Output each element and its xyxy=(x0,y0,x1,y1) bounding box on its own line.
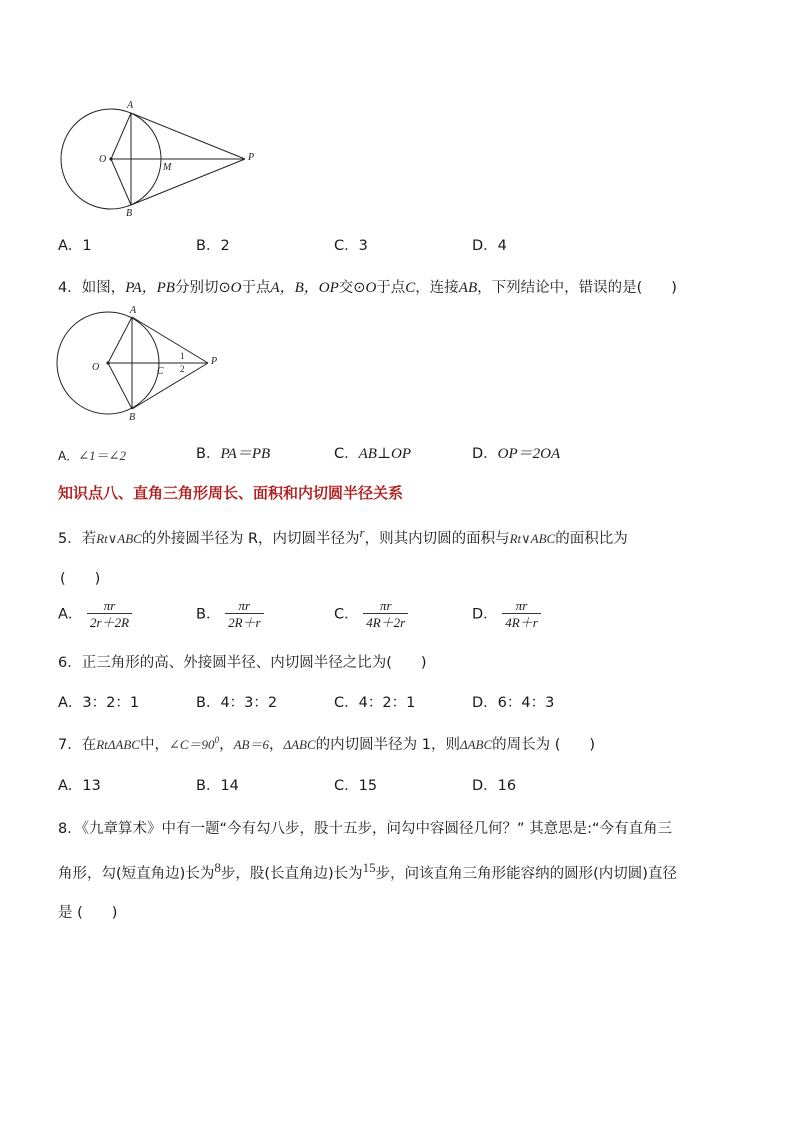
q5-stem xyxy=(58,525,628,548)
fig1-label-a: A xyxy=(127,100,134,111)
q4-text-7: ，下列结论中，错误的是( ) xyxy=(477,280,677,296)
section-title: 知识点八、直角三角形周长、面积和内切圆半径关系 xyxy=(58,484,404,502)
q5-option-b-numerator: πr xyxy=(238,598,251,613)
q8-line-2-part-a: 角形，勾(短直角边)长为 xyxy=(58,865,215,882)
q5-option-b[interactable] xyxy=(196,598,264,631)
q4-ab: AB xyxy=(458,280,478,296)
fig2-label-a: A xyxy=(130,305,137,316)
fig1-line-oa xyxy=(111,113,131,159)
q4-option-c-label: C． xyxy=(334,446,359,462)
fig2-line-oa xyxy=(108,317,132,363)
q8-value-15: 15 xyxy=(362,860,376,875)
fig1-line-ob xyxy=(111,159,131,205)
q4-option-b-expr: PA＝PB xyxy=(220,446,271,462)
q3-option-a[interactable]: A．1 xyxy=(58,238,92,254)
q3-option-b[interactable]: B．2 xyxy=(196,238,230,254)
q5-text-3: 的面积比为 xyxy=(555,530,628,547)
q5-text-1: 的外接圆半径为 R，内切圆半径为 xyxy=(141,530,360,547)
q8-line-1: 8．《九章算术》中有一题“今有勾八步，股十五步，问勾中容圆径几何？” 其意思是:“今有直角三 xyxy=(58,821,673,837)
q5-option-c-label: C． xyxy=(334,606,359,623)
fig2-label-p: P xyxy=(211,356,218,367)
q5-text-2: ，则其内切圆的面积与 xyxy=(364,530,510,547)
q8-line-3: 是 ( ) xyxy=(58,905,118,921)
q6-option-c[interactable]: C．4：2：1 xyxy=(334,695,416,711)
q5-option-c-numerator: πr xyxy=(379,598,392,613)
fig1-label-b: B xyxy=(126,208,133,219)
q5-option-c-fraction xyxy=(363,598,408,631)
q5-rt-abc-1: Rt∨ABC xyxy=(96,530,142,546)
q4-o-1: O xyxy=(230,280,242,296)
q5-option-a-denominator: 2r＋2R xyxy=(87,613,132,631)
q4-option-d[interactable] xyxy=(472,442,560,463)
q5-option-d-fraction xyxy=(502,598,541,631)
q4-option-a[interactable] xyxy=(58,445,126,464)
q6-option-b[interactable]: B．4：3：2 xyxy=(196,695,278,711)
q4-op: OP xyxy=(318,280,339,296)
q7-ab: AB＝6 xyxy=(233,737,269,752)
q3-option-c[interactable]: C．3 xyxy=(334,238,368,254)
q4-stem xyxy=(58,276,677,297)
q4-option-c[interactable] xyxy=(334,442,411,463)
q8-line-2-part-b: 步，股(长直角边)长为 xyxy=(220,865,363,882)
q6-stem: 6．正三角形的高、外接圆半径、内切圆半径之比为( ) xyxy=(58,655,427,671)
fig2-angle-label-1: 1 xyxy=(180,351,185,361)
q4-text-3: 于点 xyxy=(241,280,271,296)
q7-text-5: 的周长为 ( ) xyxy=(492,737,596,753)
q8-line-2 xyxy=(58,860,677,883)
q5-option-c[interactable] xyxy=(334,598,408,631)
fig2-line-ob xyxy=(108,363,132,409)
fig2-point-o xyxy=(106,361,109,364)
q5-option-d-numerator: πr xyxy=(515,598,528,613)
q4-pa-pb: PA，PB xyxy=(125,280,175,296)
q5-option-d[interactable] xyxy=(472,598,541,631)
q6-option-a[interactable]: A．3：2：1 xyxy=(58,695,140,711)
q5-rt-abc-2: Rt∨ABC xyxy=(509,530,556,546)
q5-option-d-denominator: 4R＋r xyxy=(502,613,541,631)
q5-r: r xyxy=(359,525,365,540)
q7-number: 7．在 xyxy=(58,737,97,753)
fig1-point-o xyxy=(109,157,112,160)
q8-value-8: 8 xyxy=(214,860,221,875)
q4-option-d-label: D． xyxy=(472,446,498,462)
fig2-label-c: C xyxy=(157,366,164,377)
q4-text-1: 如图， xyxy=(81,280,126,296)
q7-text-2: ， xyxy=(219,737,234,753)
q4-option-a-label: A． xyxy=(58,449,79,463)
fig2-label-o: O xyxy=(92,362,100,373)
fig1-label-m: M xyxy=(163,162,172,173)
q3-option-d[interactable]: D．4 xyxy=(472,238,507,254)
q7-option-b[interactable]: B．14 xyxy=(196,778,239,794)
q5-paren: ( ) xyxy=(60,571,101,587)
q4-text-6: ，连接 xyxy=(415,280,459,296)
q5-option-a-numerator: πr xyxy=(103,598,116,613)
q5-option-a-fraction xyxy=(87,598,132,631)
q4-option-c-expr: AB⊥OP xyxy=(358,446,412,462)
fig2-label-b: B xyxy=(129,412,136,423)
q7-rt-abc: RtΔABC xyxy=(96,737,140,752)
q5-option-d-label: D． xyxy=(472,606,498,623)
q7-text-4: 的内切圆半径为 1，则 xyxy=(315,737,460,753)
fig2-angle-label-2: 2 xyxy=(180,364,185,374)
q7-degree: 0 xyxy=(214,735,220,746)
q5-option-b-fraction xyxy=(225,598,264,631)
q6-option-d[interactable]: D．6：4：3 xyxy=(472,695,555,711)
q7-option-c[interactable]: C．15 xyxy=(334,778,378,794)
q7-option-a[interactable]: A．13 xyxy=(58,778,101,794)
fig1-line-ap xyxy=(131,113,245,159)
figure-circle-tangents-1 xyxy=(55,98,265,220)
q8-line-2-part-c: 步，问该直角三角形能容纳的圆形(内切圆)直径 xyxy=(375,865,677,882)
q4-o-2: O xyxy=(365,280,377,296)
q7-text-3: ， xyxy=(268,737,284,753)
q7-text-1: 中， xyxy=(139,737,169,753)
fig1-line-bp xyxy=(131,159,245,205)
q5-option-b-denominator: 2R＋r xyxy=(225,613,264,631)
q4-text-5: 于点 xyxy=(376,280,406,296)
q4-text-4: 交⊙ xyxy=(338,280,366,296)
q7-triangle-1: ΔABC xyxy=(283,737,316,752)
q7-triangle-2: ΔABC xyxy=(459,737,493,752)
q4-number: 4． xyxy=(58,280,82,296)
fig1-label-o: O xyxy=(99,154,107,165)
fig1-label-p: P xyxy=(248,152,255,163)
q5-option-a-label: A． xyxy=(58,606,83,623)
q7-angle-c: ∠C＝90 xyxy=(168,737,215,752)
q4-point-c: C xyxy=(405,280,416,296)
figure-circle-tangents-2 xyxy=(52,302,232,424)
q7-stem xyxy=(58,733,595,754)
q4-option-a-expr: ∠1＝∠2 xyxy=(78,448,127,463)
q5-option-a[interactable] xyxy=(58,598,132,631)
q4-text-2: 分别切⊙ xyxy=(174,280,231,296)
q4-points-ab: A，B， xyxy=(270,280,319,296)
q4-option-b[interactable] xyxy=(196,442,270,463)
q4-option-b-label: B． xyxy=(196,446,221,462)
q4-option-d-expr: OP＝2OA xyxy=(497,446,561,462)
q5-number: 5．若 xyxy=(58,530,97,547)
q5-option-c-denominator: 4R＋2r xyxy=(363,613,408,631)
q5-option-b-label: B． xyxy=(196,606,221,623)
fig2-line-bp xyxy=(132,363,208,409)
fig2-line-ap xyxy=(132,317,208,363)
q7-option-d[interactable]: D．16 xyxy=(472,778,517,794)
